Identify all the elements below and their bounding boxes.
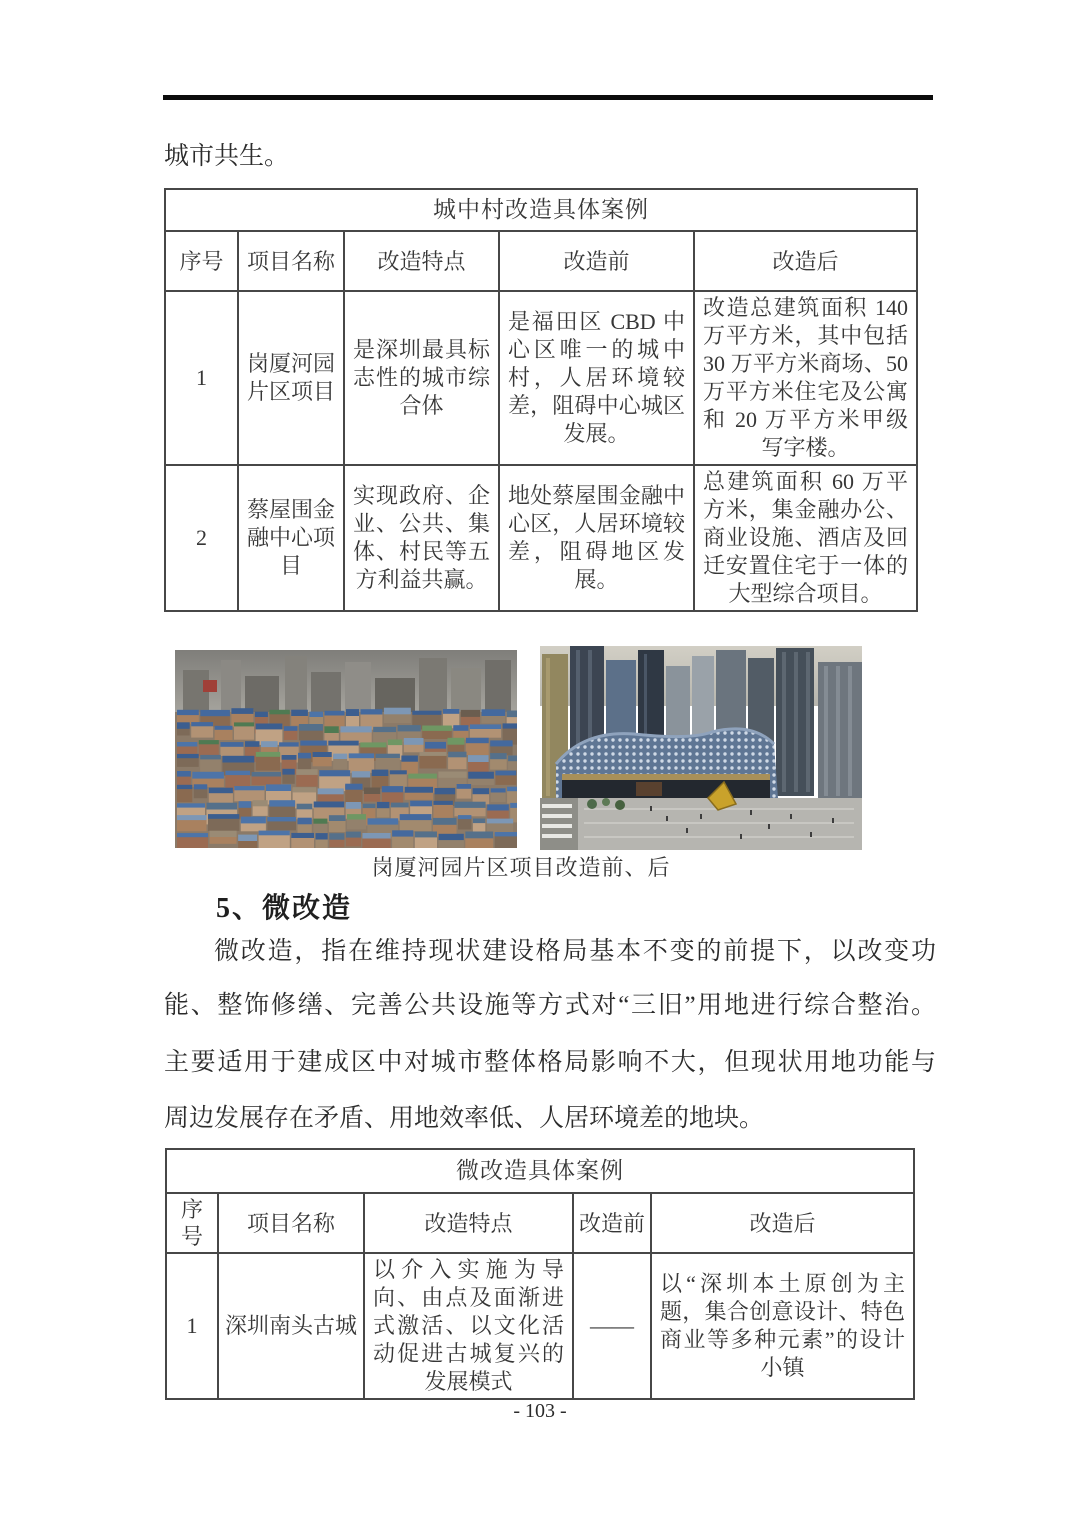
urban-village-cases-table — [164, 188, 918, 612]
row-name: 岗厦河园片区项目 — [238, 291, 344, 465]
paragraph-line: 主要适用于建成区中对城市整体格局影响不大，但现状用地功能与 — [164, 1049, 936, 1076]
table2-header-no: 序号 — [166, 1193, 218, 1253]
row-before: 是福田区 CBD 中心区唯一的城中村，人居环境较差，阻碍中心城区发展。 — [499, 291, 694, 465]
page-number: - 103 - — [513, 1400, 567, 1422]
before-photo — [175, 650, 517, 848]
row-after: 以“深圳本土原创为主题，集合创意设计、特色商业等多种元素”的设计小镇 — [651, 1253, 914, 1399]
paragraph-line: 能、整饰修缮、完善公共设施等方式对“三旧”用地进行综合整治。 — [164, 992, 936, 1019]
table2-title: 微改造具体案例 — [166, 1149, 914, 1193]
row-feature: 是深圳最具标志性的城市综合体 — [344, 291, 499, 465]
row-name: 深圳南头古城 — [218, 1253, 364, 1399]
table1-title: 城中村改造具体案例 — [165, 189, 917, 231]
after-photo — [540, 646, 862, 850]
table-row — [166, 1253, 914, 1399]
micro-renewal-cases-table — [165, 1148, 915, 1400]
row-name: 蔡屋围金融中心项目 — [238, 465, 344, 611]
mall-building — [556, 729, 778, 798]
table1-header-before: 改造前 — [499, 231, 694, 291]
row-no: 2 — [165, 465, 238, 611]
table2-header-before: 改造前 — [573, 1193, 651, 1253]
row-no: 1 — [165, 291, 238, 465]
paragraph-line: 周边发展存在矛盾、用地效率低、人居环境差的地块。 — [164, 1105, 765, 1132]
table2-header-after: 改造后 — [651, 1193, 914, 1253]
table-row — [165, 291, 917, 465]
row-no: 1 — [166, 1253, 218, 1399]
row-after: 改造总建筑面积 140 万平方米，其中包括 30 万平方米商场、50 万平方米住宅及公寓和 20 万平方米甲级写字楼。 — [694, 291, 917, 465]
lead-text: 城市共生。 — [164, 143, 290, 170]
paragraph-line: 微改造，指在维持现状建设格局基本不变的前提下，以改变功 — [214, 938, 936, 965]
row-after: 总建筑面积 60 万平方米，集金融办公、商业设施、酒店及回迁安置住宅于一体的大型综合项目。 — [694, 465, 917, 611]
table1-header-after: 改造后 — [694, 231, 917, 291]
table-row — [165, 465, 917, 611]
table1-header-name: 项目名称 — [238, 231, 344, 291]
figure-caption: 岗厦河园片区项目改造前、后 — [371, 855, 671, 880]
table1-header-feature: 改造特点 — [344, 231, 499, 291]
table2-header-name: 项目名称 — [218, 1193, 364, 1253]
table2-header-feature: 改造特点 — [364, 1193, 573, 1253]
header-rule — [163, 95, 933, 100]
row-feature: 实现政府、企业、公共、集体、村民等五方利益共赢。 — [344, 465, 499, 611]
row-before: 地处蔡屋围金融中心区，人居环境较差，阻碍地区发展。 — [499, 465, 694, 611]
row-before: —— — [573, 1253, 651, 1399]
table1-header-no: 序号 — [165, 231, 238, 291]
row-feature: 以介入实施为导向、由点及面渐进式激活、以文化活动促进古城复兴的发展模式 — [364, 1253, 573, 1399]
section-heading: 5、微改造 — [216, 893, 353, 924]
